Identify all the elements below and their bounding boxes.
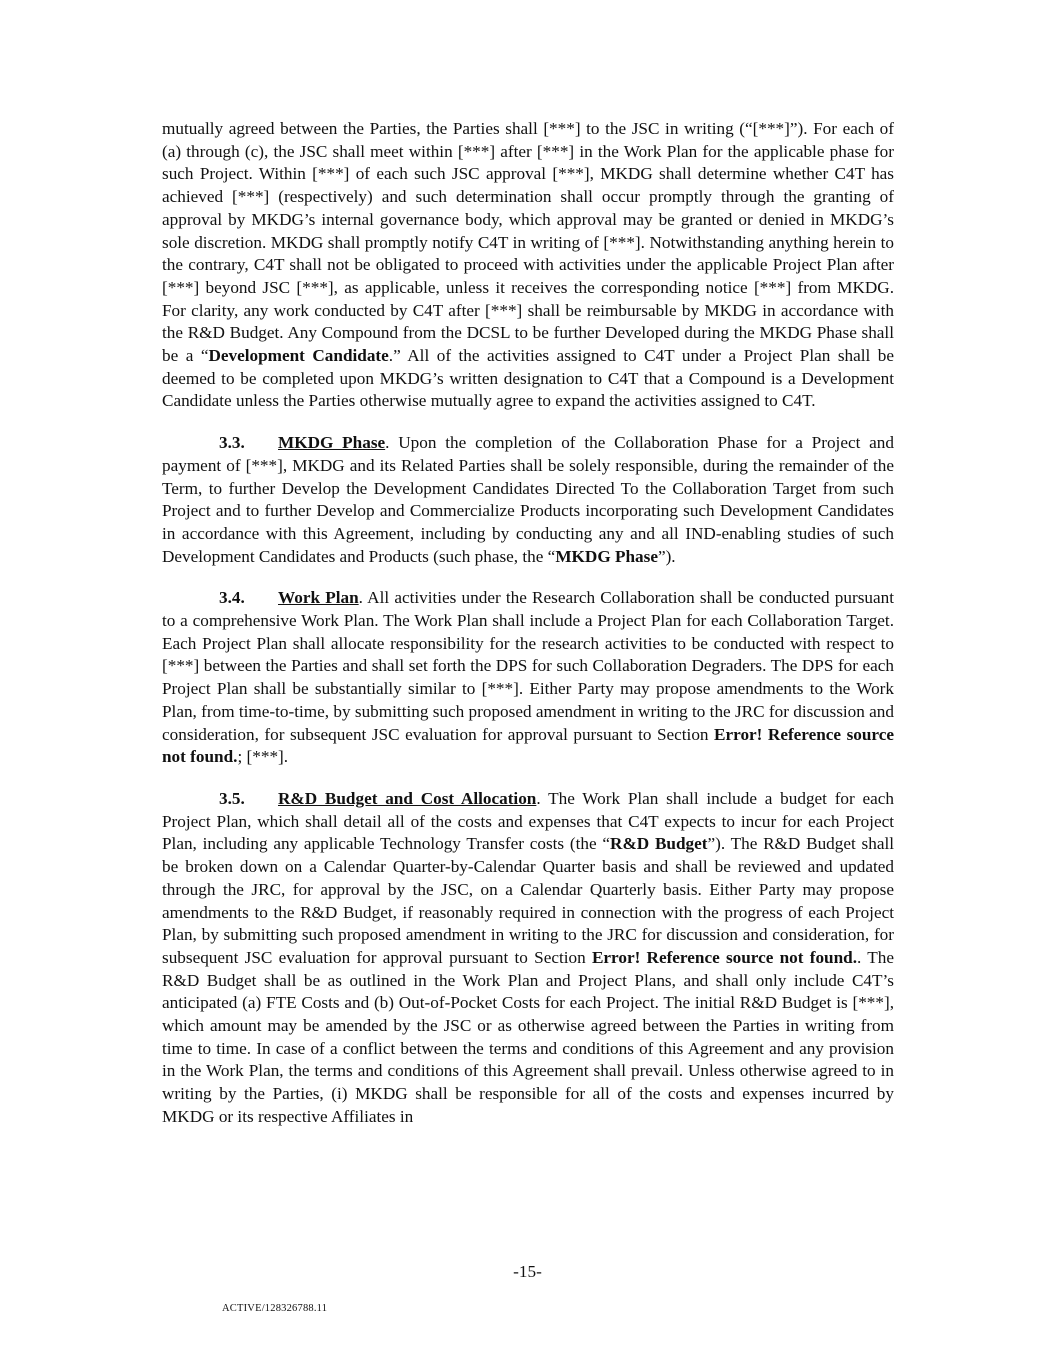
text-run: ”). The R&D Budget shall be broken down on a Calendar Quarter-by-Calendar Quarter basis and shall be reviewed and updated through the JRC, for approval by the JSC, on a Calendar Quarterly basis. Either Party may propose amendments to the R&D Budget, if reasonably required in connection with the progress of each Project Plan, by submitting such proposed amendment in writing to the JRC for discussion and consideration, for subsequent JSC evaluation for approval pursuant to Section — [162, 834, 895, 967]
paragraph-continuation — [162, 118, 894, 413]
document-id: ACTIVE/128326788.11 — [222, 1303, 328, 1314]
page-number: -15- — [513, 1262, 542, 1281]
defined-term: MKDG Phase — [555, 546, 658, 566]
section-number: 3.5. — [219, 788, 245, 808]
text-run: ”). — [657, 546, 676, 566]
text-run: . The Work Plan shall include a budget for each Project Plan, which shall detail all of the costs and expenses that C4T expects to incur for each Project Plan, including any applicable Technology Transfer costs (the “ — [162, 788, 894, 854]
text-run: .” All of the activities assigned to C4T under a Project Plan shall be deemed to be completed upon MKDG’s written designation to C4T that a Compound is a Development Candidate unless the Parties otherwise mutually agree to expand the activities assigned to C4T. — [162, 346, 894, 411]
text-run: mutually agreed between the Parties, the Parties shall [***] to the JSC in writing (“[***]”). For each of (a) through (c), the JSC shall meet within [***] after [***] in the Work Plan for the applicable phase for such Project. Within [***] of each such JSC approval [***], MKDG shall determine whether C4T has achieved [***] (respectively) and such determination shall occur promptly through the granting of approval by MKDG’s internal governance body, which approval may be granted or denied in MKDG’s sole discretion. MKDG shall promptly notify C4T in writing of [***]. Notwithstanding anything herein to the contrary, C4T shall not be obligated to proceed with activities under the applicable Project Plan after [***] beyond JSC [***], as applicable, unless it receives the corresponding notice [***] from MKDG. For clarity, any work conducted by C4T after [***] shall be reimbursable by MKDG in accordance with the R&D Budget. Any Compound from the DCSL to be further Developed during the MKDG Phase shall be a “ — [162, 119, 894, 366]
reference-error: Error! Reference source not found. — [591, 947, 858, 967]
text-run: . Upon the completion of the Collaboration Phase for a Project and payment of [***], MKDG and its Related Parties shall be solely responsible, during the remainder of the Term, to further Develop the Development Candidates Directed To the Collaboration Target from such Project and to further Develop and Commercialize Products incorporating such Development Candidates in accordance with this Agreement, including by conducting any and all IND-enabling studies of such Development Candidates and Products (such phase, the “ — [162, 433, 894, 566]
text-run: ; [***]. — [237, 747, 289, 767]
text-run: . All activities under the Research Collaboration shall be conducted pursuant to a comprehensive Work Plan. The Work Plan shall include a Project Plan for each Collaboration Target. Each Project Plan shall allocate responsibility for the research activities to be conducted with respect to [***] between the Parties and shall set forth the DPS for such Collaboration Degraders. The DPS for each Project Plan shall be substantially similar to [***]. Either Party may propose amendments to the Work Plan, from time-to-time, by submitting such proposed amendment in writing to the JRC for discussion and consideration, for subsequent JSC evaluation for approval pursuant to Section — [162, 588, 894, 744]
body-text — [162, 118, 894, 1129]
section-heading: MKDG Phase — [278, 433, 386, 453]
text-run: . The R&D Budget shall be as outlined in the Work Plan and Project Plans, and shall only include C4T’s anticipated (a) FTE Costs and (b) Out-of-Pocket Costs for each Project. The initial R&D Budget is [***], which amount may be amended by the JSC or as otherwise agreed between the Parties in writing from time to time. In case of a conflict between the terms and conditions of this Agreement and any provision in the Work Plan, the terms and conditions of this Agreement shall prevail. Unless otherwise agreed to in writing by the Parties, (i) MKDG shall be responsible for all of the costs and expenses incurred by MKDG or its respective Affiliates in — [162, 947, 894, 1126]
section-number: 3.4. — [219, 588, 245, 608]
section-3-4 — [162, 587, 894, 769]
reference-error: Error! Reference source not found. — [162, 724, 894, 767]
section-number: 3.3. — [219, 433, 245, 453]
defined-term: R&D Budget — [610, 834, 708, 854]
section-heading: Work Plan — [278, 588, 359, 608]
section-3-5 — [162, 788, 894, 1129]
defined-term: Development Candidate — [208, 346, 389, 366]
section-3-3 — [162, 432, 894, 568]
section-heading: R&D Budget and Cost Allocation — [278, 788, 537, 808]
